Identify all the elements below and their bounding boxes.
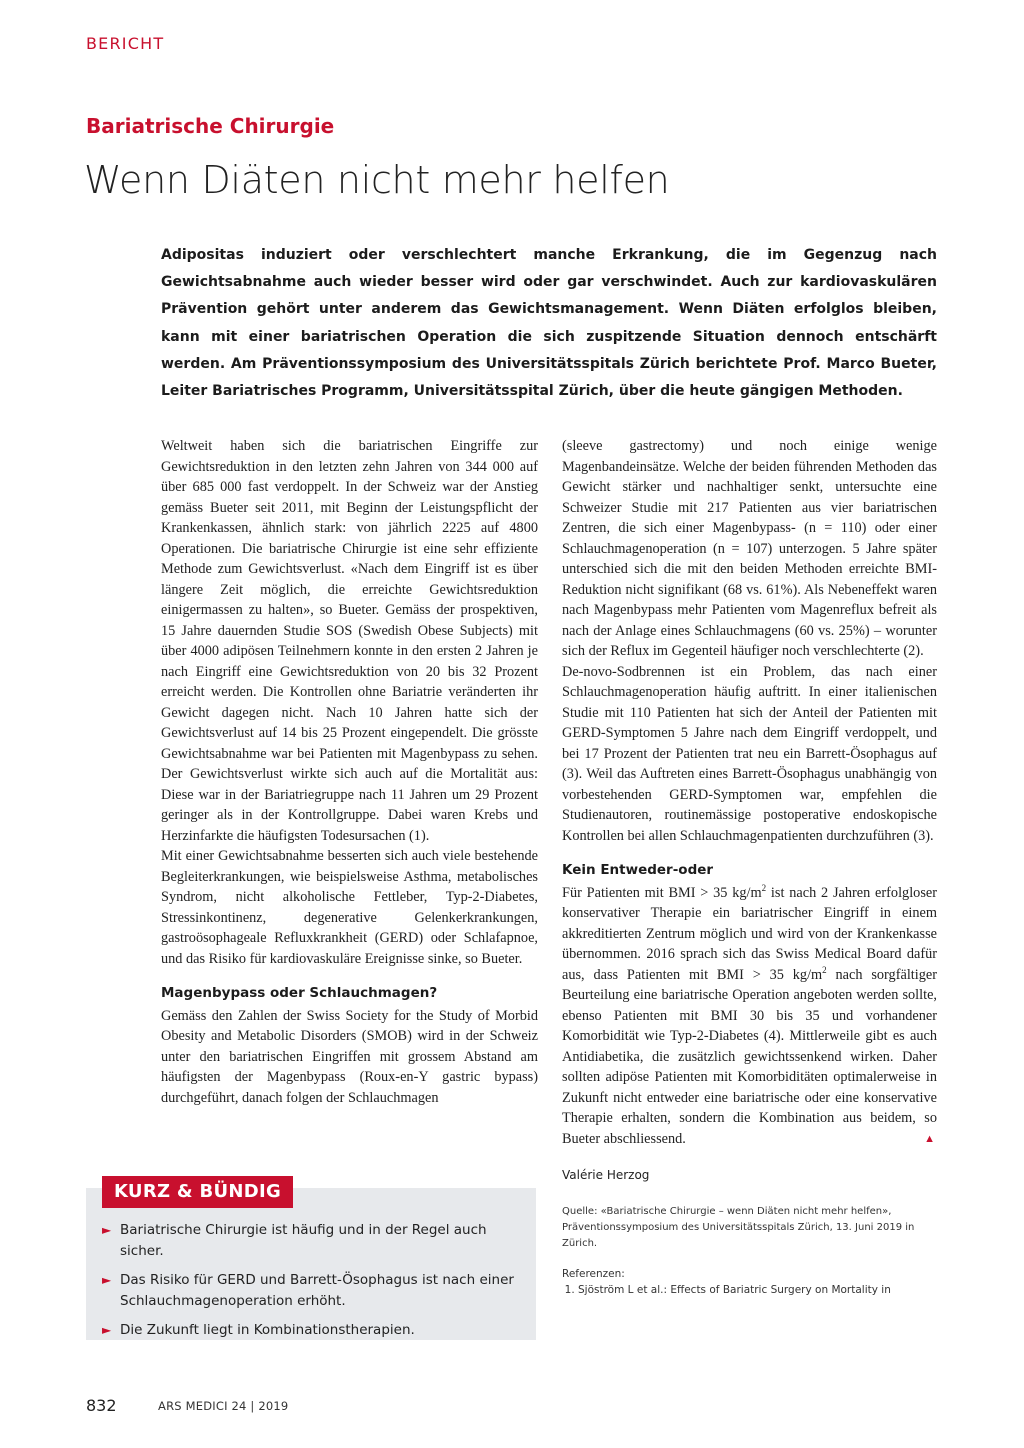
section-heading: Magenbypass oder Schlauchmagen? <box>161 985 438 1001</box>
bullet-arrow-icon: ► <box>102 1223 112 1237</box>
references-label: Referenzen: <box>562 1267 625 1280</box>
end-of-article-icon: ▲ <box>924 1132 935 1145</box>
summary-item <box>102 1320 532 1341</box>
article-title: Wenn Diäten nicht mehr helfen <box>84 158 670 202</box>
author-byline: Valérie Herzog <box>562 1168 650 1182</box>
references <box>562 1266 937 1298</box>
reference-list <box>562 1282 937 1298</box>
journal-issue: ARS MEDICI 24 | 2019 <box>158 1399 289 1413</box>
body-paragraph: (sleeve gastrectomy) und noch einige wenige Magenbandeinsätze. Welche der beiden führenden Methoden das Gewicht stärker und nachhaltiger senkt, untersuchte eine Schweizer Studie mit 217 Patienten aus vier bariatrischen Zentren, die sich einer Magenbypass- (n = 110) oder einer Schlauchmagenoperation (n = 107) unterzogen. 5 Jahre später unterschied sich die mit den beiden Methoden erreichte BMI-Reduktion nicht signifikant (68 vs. 61%). Als Nebeneffekt waren nach Magenbypass mehr Patienten vom Magenreflux befreit als nach der Anlage eines Schlauchmagens (60 vs. 25%) – worunter sich der Reflux im Gegenteil häufiger noch verschlechterte (2). <box>562 438 937 659</box>
bullet-arrow-icon: ► <box>102 1273 112 1287</box>
body-paragraph <box>562 883 937 1150</box>
summary-box <box>86 1181 536 1340</box>
reference-item: 1. Sjöström L et al.: Effects of Bariatric Surgery on Mortality in <box>578 1282 937 1298</box>
summary-item <box>102 1270 532 1311</box>
body-paragraph: Mit einer Gewichtsabnahme besserten sich auch viele bestehende Begleiterkrankungen, wie beispielsweise Asthma, metabolisches Syndrom, nicht alkoholische Fettleber, Typ-2-Diabetes, Stressinkontinenz, degenerative Gelenkerkrankungen, gastroösophageale Refluxkrankheit (GERD) oder Schlafapnoe, und das Risiko für kardiovaskuläre Ereignisse sinke, so Bueter. <box>161 848 538 967</box>
text-run: nach sorgfältiger Beurteilung eine bariatrische Operation angeboten werden sollte, ebenso Patienten mit BMI 30 bis 35 und vorhandener Komorbidität wie Typ-2-Diabetes (4). Mittlerweile gibt es auch Antidiabetika, die zusätzlich gewichtssenkend wirken. Daher sollten adipöse Patienten mit Komorbiditäten optimalerweise in Zukunft nicht entweder eine bariatrische oder eine konservative Therapie erhalten, sondern die Kombination aus beidem, so Bueter abschliessend. <box>562 966 937 1147</box>
article-lead: Adipositas induziert oder verschlechtert manche Erkrankung, die im Gegenzug nach Gewichtsabnahme auch wieder besser wird oder gar verschwindet. Auch zur kardiovaskulären Prävention gehört unter anderem das Gewichtsmanagement. Wenn Diäten erfolglos bleiben, kann mit einer bariatrischen Operation die sich zuspitzende Situation dennoch entschärft werden. Am Präventionssymposium des Universitätsspitals Zürich berichtete Prof. Marco Bueter, Leiter Bariatrisches Programm, Universitätsspital Zürich, über die heute gängigen Methoden. <box>161 247 937 400</box>
summary-item <box>102 1220 532 1261</box>
text-run: ist nach 2 Jahren erfolgloser konservativer Therapie ein bariatrischer Eingriff in einem akkreditierten Zentrum möglich und wird von der Krankenkasse übernommen. 2016 sprach sich das Swiss Medical Board dafür aus, dass Patienten mit BMI > 35 kg/m <box>562 884 937 983</box>
body-paragraph: Weltweit haben sich die bariatrischen Eingriffe zur Gewichtsreduktion in den letzten zehn Jahren von 344 000 auf über 685 000 fast verdoppelt. In der Schweiz war der Anstieg gemäss Bueter seit 2011, mit Beginn der Leistungspflicht der Krankenkassen, ähnlich stark: von jährlich 2225 auf 4800 Operationen. Die bariatrische Chirurgie ist eine sehr effiziente Methode zum Gewichtsverlust. «Nach dem Eingriff ist es über längere Zeit möglich, die erreichte Gewichtsreduktion einigermassen zu halten», so Bueter. Gemäss der prospektiven, 15 Jahre dauernden Studie SOS (Swedish Obese Subjects) mit über 4000 adipösen Teilnehmern konnte in den ersten 2 Jahren je nach Eingriff eine Gewichtsreduktion von 20 bis 32 Prozent erreicht werden. Die Kontrollen ohne Bariatrie veränderten ihr Gewicht dagegen nicht. Nach 10 Jahren hatte sich der Gewichtsverlust auf 14 bis 25 Prozent eingependelt. Die grösste Gewichtsabnahme war bei Patienten mit Magenbypass zu sehen. Der Gewichtsverlust wirkte sich auch auf die Mortalität aus: Diese war in der Bariatriegruppe nach 11 Jahren um 29 Prozent geringer als in der Kontrollgruppe. Dabei waren Krebs und Herzinfarkte die häufigsten Todesursachen (1). <box>161 438 538 844</box>
summary-item-text: Das Risiko für GERD und Barrett-Ösophagus ist nach einer Schlauchmagenoperation erhöht. <box>120 1272 514 1309</box>
summary-title: KURZ & BÜNDIG <box>102 1176 293 1208</box>
article-kicker: Bariatrische Chirurgie <box>86 114 335 138</box>
body-paragraph: Gemäss den Zahlen der Swiss Society for the Study of Morbid Obesity and Metabolic Disorders (SMOB) wird in der Schweiz unter den bariatrischen Eingriffen mit grossem Abstand am häufigsten der Magenbypass (Roux-en-Y gastric bypass) durchgeführt, danach folgen der Schlauchmagen <box>161 1007 538 1106</box>
text-column-left <box>161 436 538 1108</box>
source-note: Quelle: «Bariatrische Chirurgie – wenn Diäten nicht mehr helfen», Präventionssymposium des Universitätsspitals Zürich, 13. Juni 2019 in Zürich. <box>562 1205 915 1249</box>
superscript: 2 <box>761 882 767 893</box>
summary-item-text: Bariatrische Chirurgie ist häufig und in der Regel auch sicher. <box>120 1222 487 1259</box>
section-heading: Kein Entweder-oder <box>562 862 714 878</box>
body-paragraph: De-novo-Sodbrennen ist ein Problem, das nach einer Schlauchmagenoperation häufig auftritt. In einer italienischen Studie mit 110 Patienten hat sich der Anteil der Patienten mit GERD-Symptomen 5 Jahre nach dem Eingriff verdoppelt, und bei 17 Prozent der Patienten trat neu ein Barrett-Ösophagus auf (3). Weil das Auftreten eines Barrett-Ösophagus unabhängig von vorbestehenden GERD-Symptomen war, empfehlen die Studienautoren, routinemässige postoperative endoskopische Kontrollen bei allen Schlauchmagenpatienten durchzuführen (3). <box>562 663 937 844</box>
summary-item-text: Die Zukunft liegt in Kombinationstherapien. <box>120 1322 415 1338</box>
text-run: Für Patienten mit BMI > 35 kg/m <box>562 884 762 901</box>
page-number: 832 <box>86 1396 117 1415</box>
summary-list <box>102 1220 532 1350</box>
bullet-arrow-icon: ► <box>102 1323 112 1337</box>
superscript: 2 <box>822 964 827 975</box>
section-label: BERICHT <box>86 34 165 53</box>
text-column-right <box>562 436 937 1298</box>
